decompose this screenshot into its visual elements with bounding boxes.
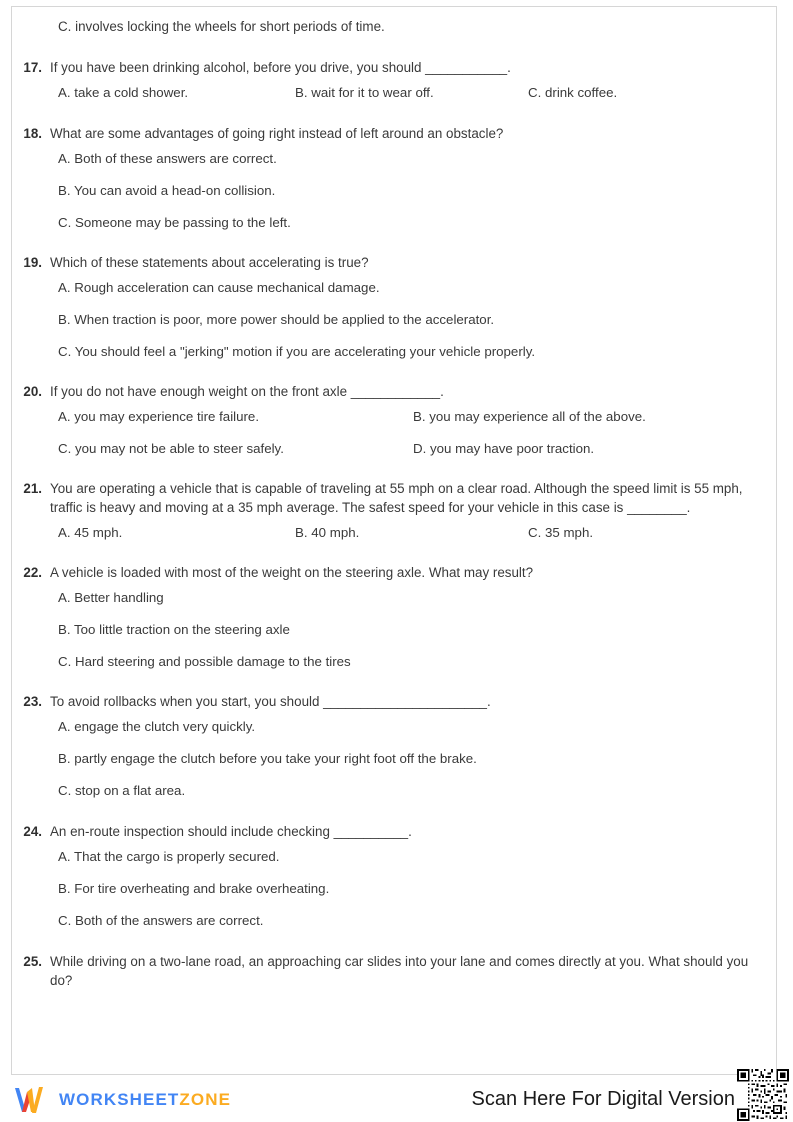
question-row <box>20 58 766 77</box>
question-row <box>20 253 766 272</box>
option-b[interactable]: B. You can avoid a head-on collision. <box>58 183 276 198</box>
question-row <box>20 822 766 841</box>
question-text: What are some advantages of going right instead of left around an obstacle? <box>50 126 504 141</box>
options-stacked <box>20 588 766 671</box>
option-a[interactable]: A. engage the clutch very quickly. <box>58 719 256 734</box>
option-line <box>58 407 766 426</box>
question-number: 20. <box>23 384 42 399</box>
orphan-option: C. involves locking the wheels for short periods of time. <box>58 19 385 34</box>
question-number: 23. <box>23 694 42 709</box>
question-block-18 <box>20 124 766 232</box>
question-row <box>20 952 766 990</box>
question-number: 18. <box>23 126 42 141</box>
question-block-22 <box>20 563 766 671</box>
option-c[interactable]: C. drink coffee. <box>528 85 618 100</box>
questions-container <box>20 17 766 1008</box>
worksheet-zone-logo-icon <box>12 1084 52 1116</box>
option-c[interactable]: C. You should feel a "jerking" motion if you are accelerating your vehicle properly. <box>58 344 536 359</box>
logo-wordmark <box>59 1090 231 1110</box>
question-number: 21. <box>23 481 42 496</box>
option-a[interactable]: A. 45 mph. <box>58 525 123 540</box>
question-number: 25. <box>23 954 42 969</box>
scan-here-label: Scan Here For Digital Version <box>471 1088 735 1110</box>
option-b[interactable]: B. you may experience all of the above. <box>413 409 646 424</box>
question-number: 22. <box>23 565 42 580</box>
option-a[interactable]: A. That the cargo is properly secured. <box>58 849 280 864</box>
page-footer <box>0 1080 793 1122</box>
option-line <box>58 83 766 102</box>
question-text: A vehicle is loaded with most of the weight on the steering axle. What may result? <box>50 565 534 580</box>
question-block-19 <box>20 253 766 361</box>
question-row <box>20 692 766 711</box>
option-b[interactable]: B. wait for it to wear off. <box>295 85 434 100</box>
logo-word-zone: ZONE <box>179 1090 232 1109</box>
option-c[interactable]: C. Someone may be passing to the left. <box>58 215 291 230</box>
option-a[interactable]: A. you may experience tire failure. <box>58 409 260 424</box>
question-block-17 <box>20 58 766 102</box>
option-c[interactable]: C. stop on a flat area. <box>58 783 186 798</box>
question-block-25 <box>20 952 766 990</box>
option-c[interactable]: C. Both of the answers are correct. <box>58 913 264 928</box>
question-block-24 <box>20 822 766 930</box>
question-number: 19. <box>23 255 42 270</box>
options-stacked <box>20 847 766 930</box>
options-three-column <box>20 83 766 102</box>
worksheet-zone-logo[interactable] <box>12 1084 231 1116</box>
option-b[interactable]: B. Too little traction on the steering axle <box>58 622 290 637</box>
question-block-21 <box>20 479 766 542</box>
option-c[interactable]: C. you may not be able to steer safely. <box>58 441 284 456</box>
question-row <box>20 382 766 401</box>
question-text: If you do not have enough weight on the front axle ____________. <box>50 384 444 399</box>
options-stacked <box>20 149 766 232</box>
option-d[interactable]: D. you may have poor traction. <box>413 441 595 456</box>
question-text: You are operating a vehicle that is capable of traveling at 55 mph on a clear road. Although the speed limit is 55 mph, traffic is heavy and moving at a 35 mph average. The safest speed for your vehicle in this case is ________. <box>50 481 743 515</box>
logo-word-worksheet: WORKSHEET <box>59 1090 180 1109</box>
option-line <box>58 439 766 458</box>
options-stacked <box>20 278 766 361</box>
question-number: 24. <box>23 824 42 839</box>
question-row <box>20 124 766 143</box>
question-block-20 <box>20 382 766 458</box>
option-a[interactable]: A. Better handling <box>58 590 164 605</box>
options-stacked <box>20 717 766 800</box>
options-two-column <box>20 407 766 458</box>
option-b[interactable]: B. For tire overheating and brake overheating. <box>58 881 330 896</box>
question-number: 17. <box>23 60 42 75</box>
option-c[interactable]: C. 35 mph. <box>528 525 594 540</box>
question-block-23 <box>20 692 766 800</box>
worksheet-page <box>11 6 777 1075</box>
question-text: While driving on a two-lane road, an approaching car slides into your lane and comes directly at you. What should you do? <box>50 954 749 988</box>
question-text: An en-route inspection should include checking __________. <box>50 824 412 839</box>
option-b[interactable]: B. partly engage the clutch before you take your right foot off the brake. <box>58 751 477 766</box>
option-line <box>58 523 766 542</box>
option-c[interactable]: C. Hard steering and possible damage to the tires <box>58 654 351 669</box>
qr-code-icon[interactable] <box>737 1069 789 1121</box>
option-a[interactable]: A. Both of these answers are correct. <box>58 151 277 166</box>
question-row <box>20 479 766 517</box>
question-text: To avoid rollbacks when you start, you should ______________________. <box>50 694 491 709</box>
options-three-column <box>20 523 766 542</box>
option-b[interactable]: B. 40 mph. <box>295 525 360 540</box>
question-text: If you have been drinking alcohol, before you drive, you should ___________. <box>50 60 511 75</box>
question-text: Which of these statements about accelerating is true? <box>50 255 369 270</box>
question-row <box>20 563 766 582</box>
option-a[interactable]: A. Rough acceleration can cause mechanical damage. <box>58 280 380 295</box>
option-a[interactable]: A. take a cold shower. <box>58 85 189 100</box>
option-b[interactable]: B. When traction is poor, more power should be applied to the accelerator. <box>58 312 495 327</box>
